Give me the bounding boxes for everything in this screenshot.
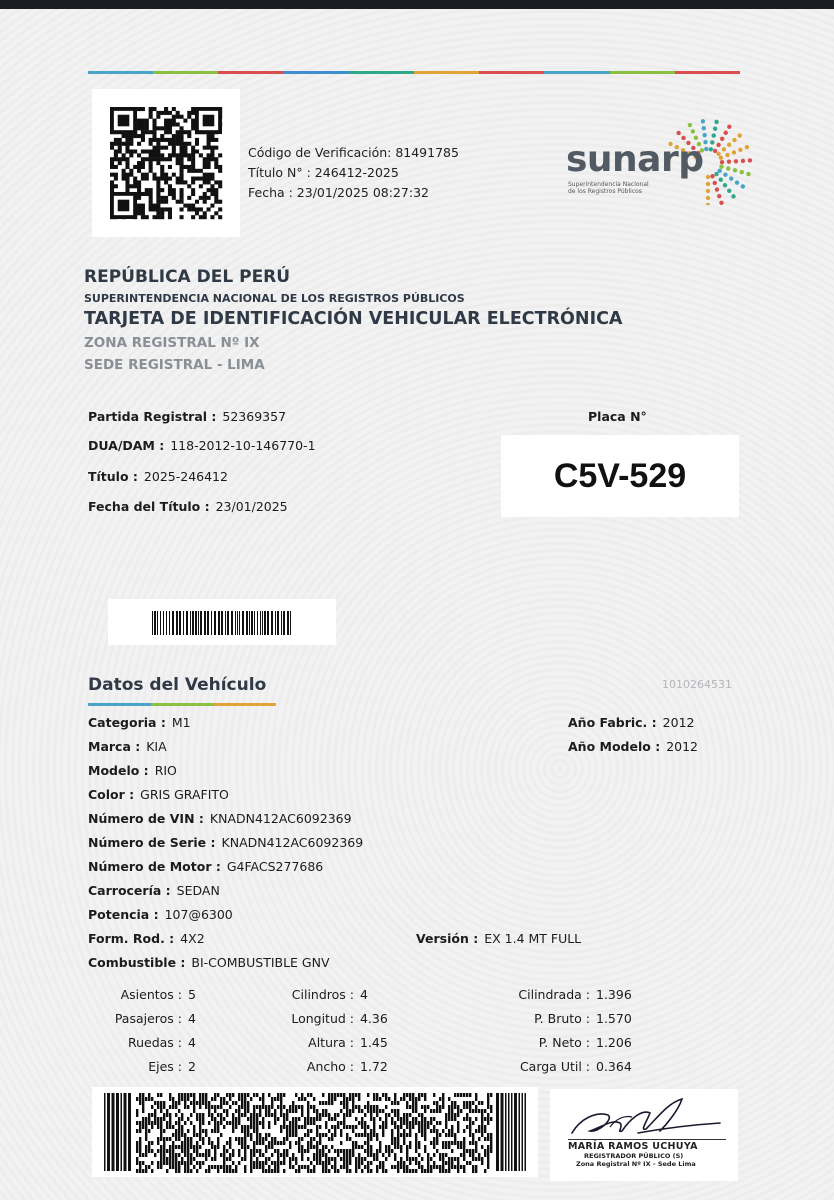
- titulo-value: 2025-246412: [143, 469, 228, 484]
- header-tarjeta: TARJETA DE IDENTIFICACIÓN VEHICULAR ELECTRÓNICA: [84, 309, 623, 329]
- motor-value: G4FACS277686: [226, 859, 324, 874]
- modelo-row: [88, 763, 177, 778]
- cilindrada-value: 1.396: [596, 987, 632, 1002]
- logo-subtitle: [568, 181, 649, 195]
- version-value: EX 1.4 MT FULL: [484, 931, 582, 946]
- carga-label: Carga Util :: [519, 1059, 590, 1074]
- section-title-datos: Datos del Vehículo: [88, 675, 267, 695]
- cilindros-value: 4: [360, 987, 368, 1002]
- longitud-label: Longitud :: [291, 1011, 354, 1026]
- pneto-label: P. Neto :: [538, 1035, 590, 1050]
- vehicle-id-card: [0, 9, 834, 1200]
- serie-value: KNADN412AC6092369: [221, 835, 364, 850]
- logo-word: sunarp: [566, 139, 704, 180]
- small-barcode-icon: [108, 599, 336, 645]
- header-republica: REPÚBLICA DEL PERÚ: [84, 267, 291, 287]
- ruedas-value: 4: [188, 1035, 196, 1050]
- ejes-value: 2: [188, 1059, 196, 1074]
- carroceria-row: [88, 883, 220, 898]
- version-row: [416, 931, 581, 946]
- top-dark-bar: [0, 0, 834, 9]
- fecha-titulo-label: Fecha del Título :: [88, 499, 210, 514]
- serie-label: Número de Serie :: [88, 835, 216, 850]
- vin-row: [88, 811, 352, 826]
- dua-row: [88, 438, 316, 453]
- formrod-row: [88, 931, 205, 946]
- cilindrada-label: Cilindrada :: [518, 987, 590, 1002]
- sunarp-logo: [566, 105, 756, 205]
- logo-sub-line2: de los Registros Públicos: [568, 188, 642, 195]
- signature-line: [568, 1139, 726, 1140]
- partida-label: Partida Registral :: [88, 409, 217, 424]
- anio-modelo-row: [568, 739, 698, 754]
- altura-label: Altura :: [308, 1035, 354, 1050]
- verification-title: Título N° : 246412-2025: [248, 165, 399, 180]
- carroceria-value: SEDAN: [176, 883, 220, 898]
- vin-value: KNADN412AC6092369: [209, 811, 352, 826]
- motor-row: [88, 859, 323, 874]
- anio-fabric-label: Año Fabric. :: [568, 715, 657, 730]
- placa-box: [501, 435, 739, 517]
- color-row: [88, 787, 229, 802]
- ruedas-label: Ruedas :: [127, 1035, 182, 1050]
- ancho-label: Ancho :: [306, 1059, 354, 1074]
- categoria-label: Categoria :: [88, 715, 166, 730]
- section-title-underline: [88, 703, 276, 706]
- version-label: Versión :: [416, 931, 479, 946]
- document-serial: 1010264531: [662, 678, 732, 691]
- anio-modelo-label: Año Modelo :: [568, 739, 661, 754]
- potencia-row: [88, 907, 233, 922]
- pasajeros-label: Pasajeros :: [114, 1011, 182, 1026]
- formrod-value: 4X2: [180, 931, 205, 946]
- dua-value: 118-2012-10-146770-1: [170, 438, 316, 453]
- marca-label: Marca :: [88, 739, 141, 754]
- combustible-label: Combustible :: [88, 955, 186, 970]
- carga-value: 0.364: [596, 1059, 632, 1074]
- asientos-label: Asientos :: [120, 987, 182, 1002]
- color-stripe: [88, 71, 740, 74]
- anio-modelo-value: 2012: [666, 739, 698, 754]
- serie-row: [88, 835, 363, 850]
- marca-value: KIA: [146, 739, 167, 754]
- pdf417-barcode-icon: [92, 1087, 538, 1177]
- fecha-titulo-row: [88, 499, 288, 514]
- ancho-value: 1.72: [360, 1059, 388, 1074]
- combustible-row: [88, 955, 330, 970]
- categoria-row: [88, 715, 191, 730]
- handwritten-signature-icon: [550, 1089, 738, 1145]
- color-label: Color :: [88, 787, 135, 802]
- vin-label: Número de VIN :: [88, 811, 204, 826]
- header-sede: SEDE REGISTRAL - LIMA: [84, 357, 265, 373]
- partida-value: 52369357: [222, 409, 287, 424]
- fecha-titulo-value: 23/01/2025: [215, 499, 288, 514]
- modelo-value: RIO: [154, 763, 177, 778]
- carroceria-label: Carrocería :: [88, 883, 171, 898]
- small-barcode: [108, 599, 336, 645]
- titulo-label: Título :: [88, 469, 138, 484]
- signer-name: MARÍA RAMOS UCHUYA: [568, 1141, 698, 1152]
- pbruto-label: P. Bruto :: [534, 1011, 590, 1026]
- motor-label: Número de Motor :: [88, 859, 221, 874]
- header-zona: ZONA REGISTRAL Nº IX: [84, 335, 260, 351]
- placa-label: Placa N°: [588, 409, 647, 424]
- longitud-value: 4.36: [360, 1011, 388, 1026]
- signer-role: REGISTRADOR PÚBLICO (S): [584, 1152, 684, 1160]
- pdf417-barcode: [92, 1087, 538, 1177]
- qr-code-icon: [92, 89, 240, 237]
- categoria-value: M1: [171, 715, 191, 730]
- qr-code: [92, 89, 240, 237]
- partida-row: [88, 409, 286, 424]
- dua-label: DUA/DAM :: [88, 438, 165, 453]
- formrod-label: Form. Rod. :: [88, 931, 175, 946]
- modelo-label: Modelo :: [88, 763, 149, 778]
- logo-sub-line1: Superintendencia Nacional: [568, 181, 649, 188]
- ejes-label: Ejes :: [148, 1059, 182, 1074]
- marca-row: [88, 739, 167, 754]
- signature-block: [550, 1089, 738, 1181]
- verification-block: [248, 143, 459, 203]
- anio-fabric-row: [568, 715, 694, 730]
- color-value: GRIS GRAFITO: [140, 787, 229, 802]
- altura-value: 1.45: [360, 1035, 388, 1050]
- cilindros-label: Cilindros :: [291, 987, 354, 1002]
- asientos-value: 5: [188, 987, 196, 1002]
- verification-code: Código de Verificación: 81491785: [248, 145, 459, 160]
- pneto-value: 1.206: [596, 1035, 632, 1050]
- pasajeros-value: 4: [188, 1011, 196, 1026]
- header-superintendencia: SUPERINTENDENCIA NACIONAL DE LOS REGISTROS PÚBLICOS: [84, 292, 465, 305]
- titulo-row: [88, 469, 228, 484]
- placa-value: C5V-529: [553, 456, 687, 495]
- signer-place: Zona Registral Nº IX - Sede Lima: [576, 1160, 696, 1168]
- potencia-value: 107@6300: [164, 907, 233, 922]
- anio-fabric-value: 2012: [662, 715, 695, 730]
- combustible-value: BI-COMBUSTIBLE GNV: [191, 955, 330, 970]
- pbruto-value: 1.570: [596, 1011, 632, 1026]
- verification-date: Fecha : 23/01/2025 08:27:32: [248, 185, 429, 200]
- potencia-label: Potencia :: [88, 907, 159, 922]
